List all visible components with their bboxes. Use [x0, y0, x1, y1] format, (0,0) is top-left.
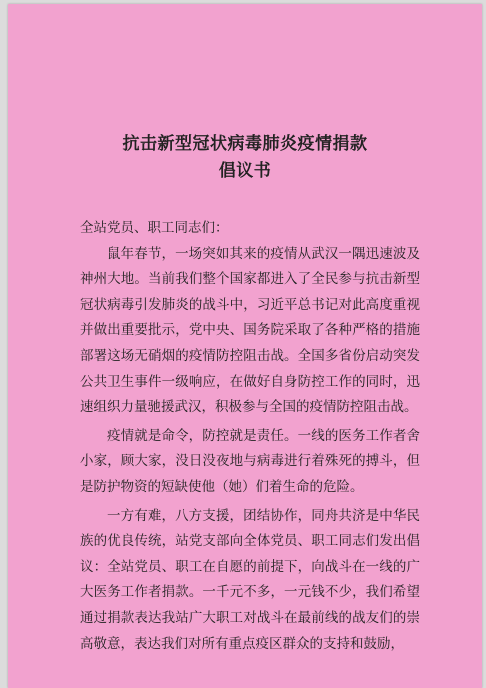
document-title-line1: 抗击新型冠状病毒肺炎疫情捐款: [122, 134, 368, 154]
paragraph-3: 一方有难，八方支援，团结协作，同舟共济是中华民族的优良传统，站党支部向全体党员、职工同志们发出倡议：全站党员、职工在自愿的前提下，向战斗在一线的广大医务工作者捐款。一千元不多，一元钱不少，我们希望通过捐款表达我站广大职工对战斗在最前线的战友们的崇高敬意，表达我们对所有重点疫区群众的支持和鼓励，: [80, 507, 420, 652]
document-title-line2: 倡议书: [218, 161, 272, 181]
document-body: [80, 216, 420, 657]
paragraph-1: 鼠年春节，一场突如其来的疫情从武汉一隅迅速波及神州大地。当前我们整个国家都进入了全民参与抗击新型冠状病毒引发肺炎的战斗中，习近平总书记对此高度重视并做出重要批示，党中央、国务院采取了各种严格的措施部署这场无硝烟的疫情防控阻击战。全国多省份启动突发公共卫生事件一级响应，在做好自身防控工作的同时，迅速组织力量驰援武汉，积极参与全国的疫情防控阻击战。: [80, 245, 420, 416]
paragraph-2: 疫情就是命令，防控就是责任。一线的医务工作者舍小家，顾大家，没日没夜地与病毒进行着殊死的搏斗，但是防护物资的短缺使他（她）们着生命的危险。: [80, 427, 420, 495]
document-page: [8, 4, 482, 688]
salutation: 全站党员、职工同志们：: [80, 220, 229, 236]
